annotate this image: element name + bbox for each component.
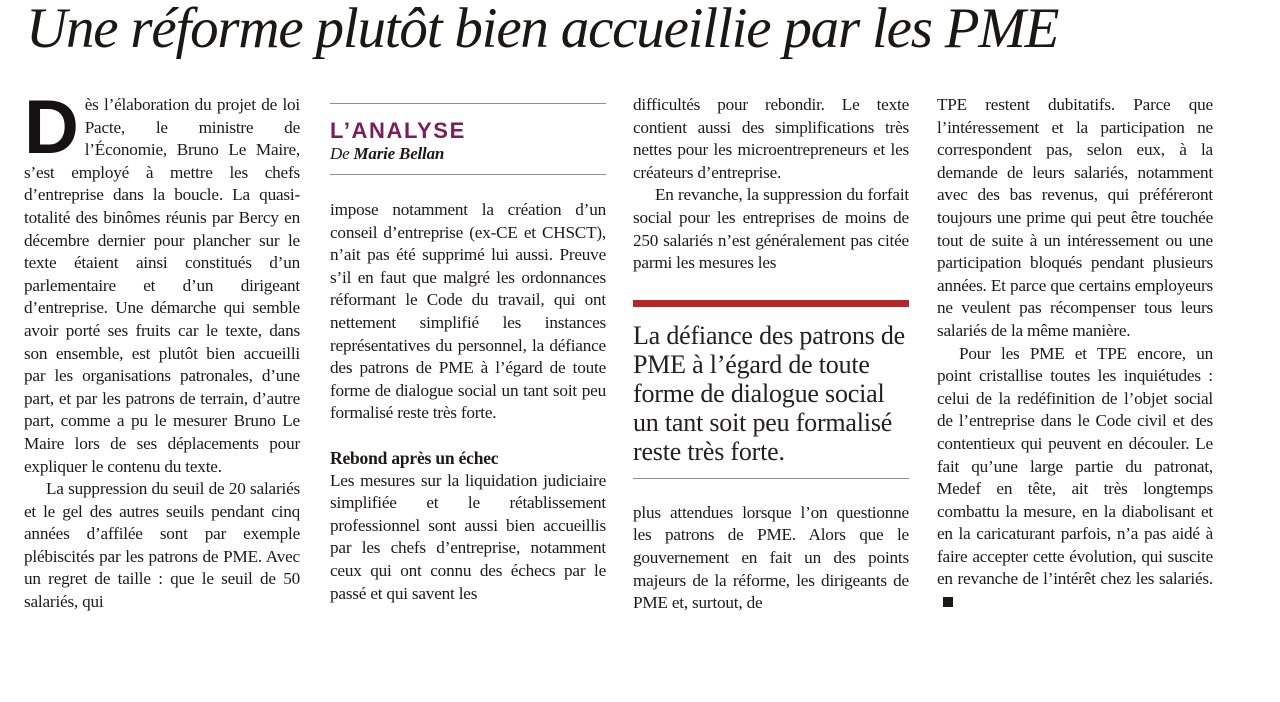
- analysis-box-bottom-rule: [330, 174, 606, 175]
- article-column-3: [633, 94, 909, 615]
- subheading: Rebond après un échec: [330, 447, 499, 468]
- column1-paragraph-1-text: ès l’élaboration du projet de loi Pacte, le ministre de l’Économie, Bruno Le Maire, s’est employé à mettre les chefs d’entreprise dans la boucle. La quasi-totalité des binômes réunis par Bercy en décembre dernier pour plancher sur le texte étaient ainsi constitués d’un parlementaire et d’un dirigeant d’entreprise. Une démarche qui semble avoir porté ses fruits car le texte, dans son ensemble, est plutôt bien accueilli par les organisations patronales, d’une part, et par les patrons de terrain, d’autre part, comme a pu le mesurer Bruno Le Maire lors de ses déplacements pour expliquer le contenu du texte.: [24, 95, 300, 476]
- byline: [330, 144, 606, 164]
- byline-prefix: De: [330, 144, 350, 163]
- drop-cap: D: [24, 85, 79, 170]
- column2-paragraph-1: impose notamment la création d’un conseil d’entreprise (ex-CE et CHSCT), n’ait pas été supprimé lui aussi. Preuve s’il en faut que malgré les ordonnances réformant le Code du travail, qui ont nettement simplifié les instances représentatives du personnel, la défiance des patrons de PME à l’égard de toute forme de dialogue social un tant soit peu formalisé reste très forte.: [330, 200, 606, 423]
- pull-quote-bar: [633, 300, 909, 307]
- column4-paragraph-2: [937, 343, 1213, 614]
- column3-paragraph-1: difficultés pour rebondir. Le texte contient aussi des simplifications très nettes pour les microentrepreneurs et les créateurs d’entreprise.: [633, 95, 909, 182]
- article-column-1: [24, 85, 300, 614]
- headline: Une réforme plutôt bien accueillie par les PME: [26, 0, 1059, 60]
- column1-paragraph-2: La suppression du seuil de 20 salariés et le gel des autres seuils pendant cinq années d’affilée sont par exemple plébiscités par les patrons de PME. Avec un regret de taille : que le seuil de 50 salariés, qui: [24, 479, 300, 612]
- column3-paragraph-3: plus attendues lorsque l’on questionne les patrons de PME. Alors que le gouvernement en fait un des points majeurs de la réforme, les dirigeants de PME et, surtout, de: [633, 502, 909, 613]
- article-column-4: [937, 94, 1213, 614]
- column2-paragraph-2: Les mesures sur la liquidation judiciaire simplifiée et le rétablissement professionnel sont aussi bien accueillis par les chefs d’entreprise, notamment ceux qui ont connu des échecs par le passé et qui savent les: [330, 470, 606, 603]
- pull-quote-bottom-rule: [633, 478, 909, 479]
- column1-paragraph-1: [24, 85, 300, 478]
- column4-paragraph-2-text: Pour les PME et TPE encore, un point cristallise toutes les inquiétudes : celui de la redéfinition de l’objet social de l’entreprise dans le Code civil et des contentieux qui peuvent en découler. Le fait qu’une large partie du patronat, Medef en tête, ait très longtemps combattu la mesure, en la diabolisant et en la caricaturant parfois, n’a pas aidé à faire accepter cette évolution, qui suscite en revanche de l’intérêt chez les salariés.: [937, 343, 1213, 589]
- pull-quote: La défiance des patrons de PME à l’égard de toute forme de dialogue social un tant soit peu formalisé reste très forte.: [633, 320, 906, 466]
- end-of-article-square-icon: [943, 597, 953, 607]
- byline-author: Marie Bellan: [353, 144, 445, 163]
- analysis-label: L’ANALYSE: [330, 118, 466, 143]
- column3-paragraph-2: En revanche, la suppression du forfait social pour les entreprises de moins de 250 salariés n’est généralement pas citée parmi les mesures les: [633, 185, 909, 273]
- analysis-box-top-rule: [330, 103, 606, 104]
- article-column-2: [330, 94, 606, 605]
- column4-paragraph-1: TPE restent dubitatifs. Parce que l’intéressement et la participation ne correspondent pas, selon eux, à la demande de leurs salariés, notamment avec des bas revenus, qui préféreront toujours une prime qui peut être touchée tout de suite à un intéressement ou une participation bloqués pendant plusieurs années. Et parce que certains employeurs ne veulent pas récompenser tous leurs salariés de la même manière.: [937, 95, 1213, 340]
